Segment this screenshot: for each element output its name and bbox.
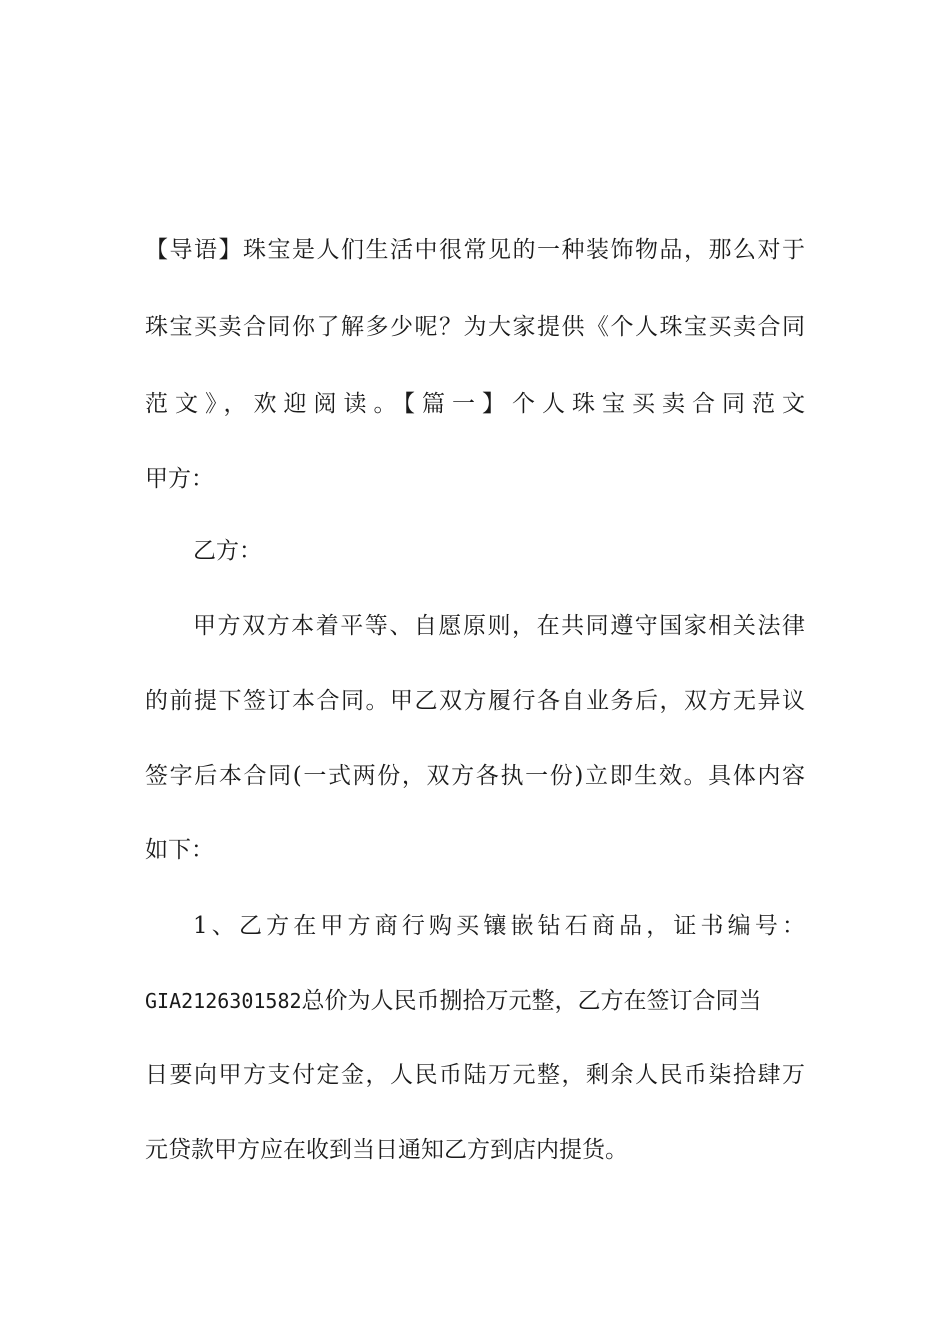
text-line: 【导语】珠宝是人们生活中很常见的一种装饰物品，那么对于	[145, 237, 805, 263]
text-line: 日要向甲方支付定金，人民币陆万元整，剩余人民币柒拾肆万	[145, 1062, 805, 1088]
text-line: 1、乙方在甲方商行购买镶嵌钻石商品，证书编号：	[193, 913, 805, 939]
text-line: 甲方：	[145, 466, 214, 492]
text-line: 珠宝买卖合同你了解多少呢？为大家提供《个人珠宝买卖合同	[145, 314, 805, 340]
text-line: 甲方双方本着平等、自愿原则，在共同遵守国家相关法律	[193, 613, 805, 639]
text-line: 元贷款甲方应在收到当日通知乙方到店内提货。	[145, 1137, 628, 1163]
text-line: 的前提下签订本合同。甲乙双方履行各自业务后，双方无异议	[145, 688, 805, 714]
text-line: 签字后本合同(一式两份，双方各执一份)立即生效。具体内容	[145, 763, 805, 789]
text-line-with-certificate	[145, 985, 805, 1017]
text-line: 范文》，欢迎阅读。【篇一】个人珠宝买卖合同范文	[145, 391, 805, 417]
certificate-number: GIA2126301582	[145, 989, 302, 1013]
text-segment: 总价为人民币捌拾万元整，乙方在签订合同当	[301, 988, 762, 1014]
text-line: 如下：	[145, 837, 214, 863]
text-line: 乙方：	[193, 538, 262, 564]
